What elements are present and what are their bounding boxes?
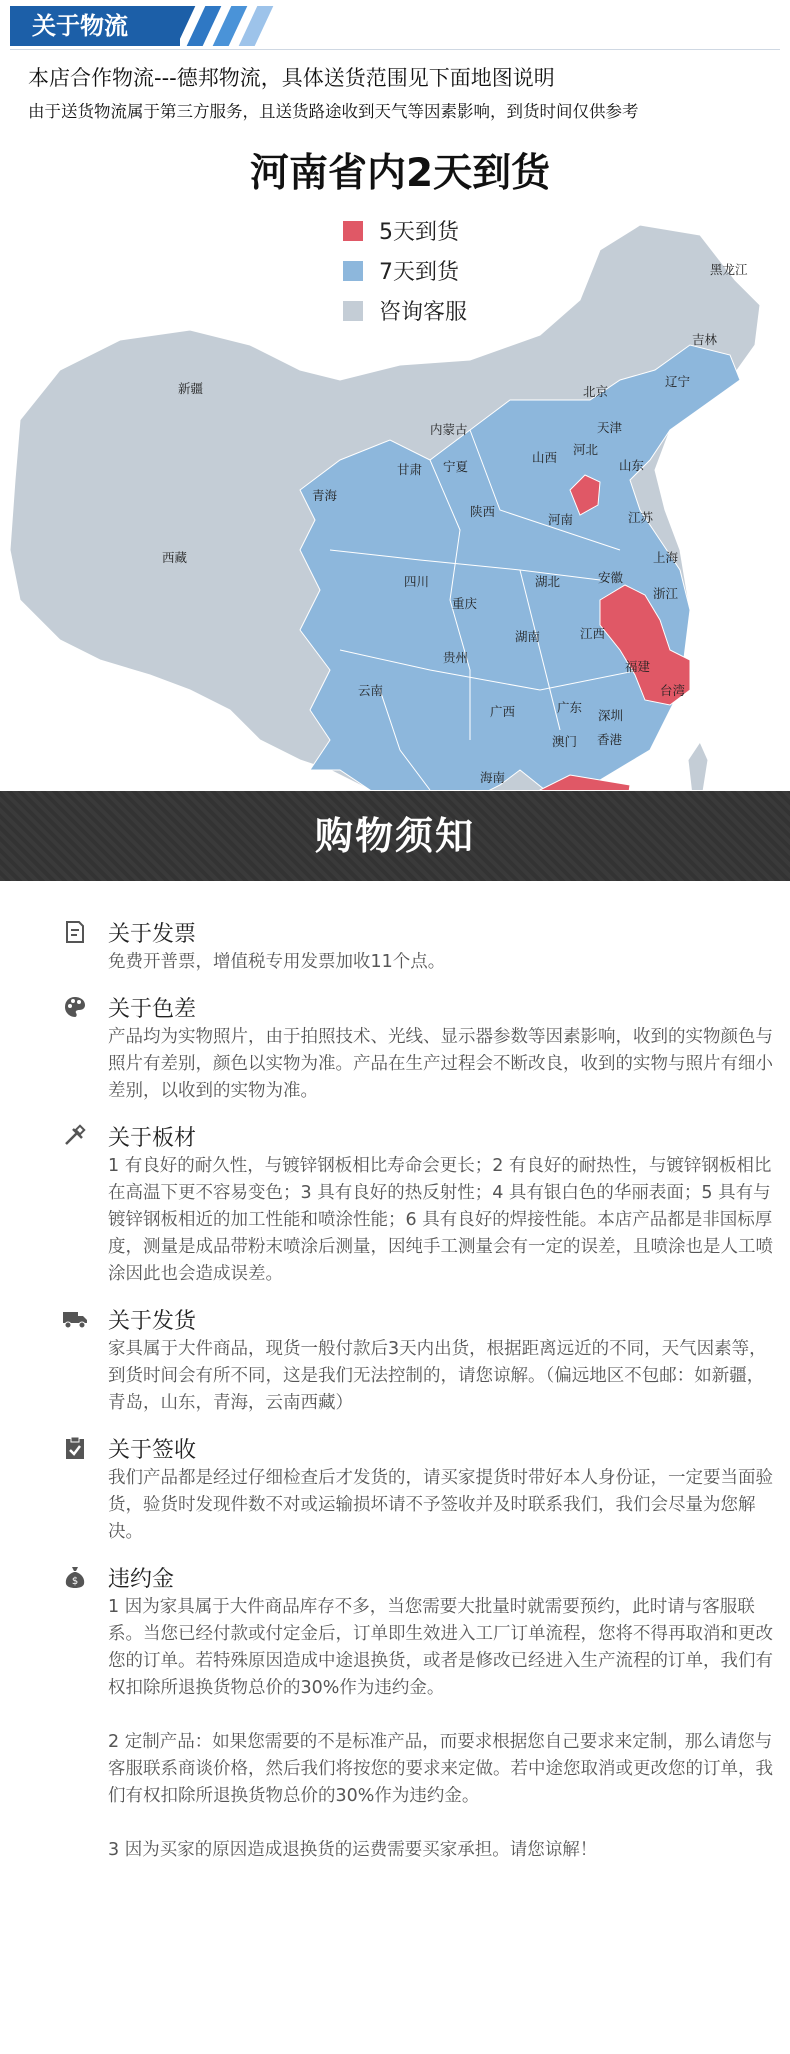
province-label-hebei: 河北 <box>573 442 599 457</box>
shopping-notice-banner: 购物须知 <box>0 791 790 881</box>
section-heading <box>62 1560 790 1594</box>
province-label-shenzhen: 深圳 <box>598 708 624 723</box>
province-label-heilongjiang: 黑龙江 <box>710 262 748 277</box>
delivery-map <box>0 130 790 790</box>
palette-icon <box>62 994 88 1020</box>
clipboard-check-icon <box>62 1435 88 1461</box>
section-invoice <box>62 915 790 976</box>
province-label-ningxia: 宁夏 <box>443 459 469 474</box>
section-heading <box>62 915 790 949</box>
divider <box>10 49 780 50</box>
legend-label: 7天到货 <box>379 260 459 285</box>
legend-label: 5天到货 <box>379 220 459 245</box>
province-label-shanghai: 上海 <box>653 550 679 565</box>
intro-line-1: 本店合作物流---德邦物流，具体送货范围见下面地图说明 <box>28 66 555 90</box>
province-label-guangdong: 广东 <box>557 700 583 715</box>
province-label-xizang: 西藏 <box>162 550 188 565</box>
section-paragraph: 免费开普票，增值税专用发票加收11个点。 <box>108 952 446 972</box>
province-label-tianjin: 天津 <box>597 420 623 435</box>
province-label-qinghai: 青海 <box>312 488 338 503</box>
section-heading <box>62 1431 790 1465</box>
section-title: 关于板材 <box>108 1125 197 1151</box>
province-label-henan: 河南 <box>548 512 574 527</box>
section-body <box>108 1465 778 1546</box>
province-label-fujian: 福建 <box>625 659 651 674</box>
section-title: 关于发票 <box>108 921 197 947</box>
section-paragraph: 1 有良好的耐久性，与镀锌钢板相比寿命会更长；2 有良好的耐热性，与镀锌钢板相比在高温下更不容易变色；3 具有良好的热反射性；4 具有银白色的华丽表面；5 具有与镀锌钢板相近的加工性能和喷涂性能；6 具有良好的焊接性能。本店产品都是非国标厚度，测量是成品带粉末喷涂后测量，因纯手工测量会有一定的误差，且喷涂也是人工喷涂因此也会造成误差。 <box>108 1156 773 1284</box>
section-body <box>108 1336 778 1417</box>
legend-7-days <box>343 255 459 286</box>
section-paragraph: 家具属于大件商品，现货一般付款后3天内出货，根据距离远近的不同，天气因素等，到货时间会有所不同，这是我们无法控制的，请您谅解。（偏远地区不包邮：如新疆，青岛，山东，青海，云南西藏） <box>108 1339 767 1413</box>
section-paragraph: 我们产品都是经过仔细检查后才发货的，请买家提货时带好本人身份证，一定要当面验货，验货时发现件数不对或运输损坏请不予签收并及时联系我们，我们会尽量为您解决。 <box>108 1468 773 1542</box>
legend-5-days <box>343 215 459 246</box>
legend-swatch <box>343 221 363 241</box>
section-title: 关于物流 <box>10 6 180 46</box>
tools-icon <box>62 1123 88 1149</box>
section-heading <box>62 1302 790 1336</box>
section-body <box>108 1153 778 1288</box>
province-label-shanxi: 山西 <box>532 450 558 465</box>
province-label-jilin: 吉林 <box>692 332 718 347</box>
section-shipping <box>62 1302 790 1417</box>
shopping-notice <box>0 915 790 1864</box>
svg-text:$: $ <box>71 1576 79 1587</box>
section-body <box>108 1024 778 1105</box>
intro-line-2: 由于送货物流属于第三方服务，且送货路途收到天气等因素影响，到货时间仅供参考 <box>28 102 639 121</box>
province-label-guangxi: 广西 <box>490 704 516 719</box>
section-title: 关于发货 <box>108 1308 197 1334</box>
province-label-gansu: 甘肃 <box>397 462 423 477</box>
province-label-yunnan: 云南 <box>358 683 384 698</box>
province-label-hainan: 海南 <box>480 770 506 785</box>
section-title: 关于签收 <box>108 1437 197 1463</box>
section-body <box>108 1594 778 1864</box>
section-title: 关于色差 <box>108 996 197 1022</box>
province-label-hunan: 湖南 <box>515 629 541 644</box>
truck-icon <box>62 1306 88 1332</box>
section-paragraph: 2 定制产品：如果您需要的不是标准产品，而要求根据您自己要求来定制，那么请您与客服联系商谈价格，然后我们将按您的要求来定做。若中途您取消或更改您的订单，我们有权扣除所退换货物总价的30%作为违约金。 <box>108 1732 773 1806</box>
province-label-zhejiang: 浙江 <box>653 586 679 601</box>
legend-consult <box>343 295 467 326</box>
section-heading <box>62 1119 790 1153</box>
section-penalty <box>62 1560 790 1864</box>
province-label-aomen: 澳门 <box>552 734 578 749</box>
province-label-jiangxi: 江西 <box>580 626 606 641</box>
section-heading <box>62 990 790 1024</box>
province-label-liaoning: 辽宁 <box>665 374 691 389</box>
section-receipt <box>62 1431 790 1546</box>
province-label-shaanxi: 陕西 <box>470 504 496 519</box>
invoice-icon <box>62 919 88 945</box>
province-label-chongqing: 重庆 <box>452 596 478 611</box>
section-title: 违约金 <box>108 1566 175 1592</box>
section-board-material <box>62 1119 790 1288</box>
province-label-anhui: 安徽 <box>598 570 624 585</box>
province-label-shandong: 山东 <box>619 458 645 473</box>
province-label-xinjiang: 新疆 <box>178 381 204 396</box>
province-label-xianggang: 香港 <box>597 732 623 747</box>
section-paragraph: 3 因为买家的原因造成退换货的运费需要买家承担。请您谅解！ <box>108 1840 598 1860</box>
section-body <box>108 949 778 976</box>
map-title: 河南省内2天到货 <box>250 151 551 196</box>
taiwan-island <box>688 742 708 790</box>
legend-swatch <box>343 301 363 321</box>
province-label-beijing: 北京 <box>583 384 609 399</box>
province-label-sichuan: 四川 <box>404 574 430 589</box>
legend-label: 咨询客服 <box>379 300 468 325</box>
money-bag-icon <box>62 1564 88 1590</box>
section-paragraph: 1 因为家具属于大件商品库存不多，当您需要大批量时就需要预约，此时请与客服联系。当您已经付款或付定金后，订单即生效进入工厂订单流程，您将不得再取消和更改您的订单。若特殊原因造成中途退换货，或者是修改已经进入生产流程的订单，我们有权扣除所退换货物总价的30%作为违约金。 <box>108 1597 773 1698</box>
province-label-guizhou: 贵州 <box>443 650 469 665</box>
logistics-header <box>0 0 790 52</box>
province-label-jiangsu: 江苏 <box>628 510 654 525</box>
province-label-taiwan: 台湾 <box>660 683 686 698</box>
province-label-neimenggu: 内蒙古 <box>430 422 468 437</box>
legend-swatch <box>343 261 363 281</box>
province-label-hubei: 湖北 <box>535 574 561 589</box>
section-color-difference <box>62 990 790 1105</box>
section-paragraph: 产品均为实物照片，由于拍照技术、光线、显示器参数等因素影响，收到的实物颜色与照片有差别，颜色以实物为准。产品在生产过程会不断改良，收到的实物与照片有细小差别，以收到的实物为准。 <box>108 1027 773 1101</box>
